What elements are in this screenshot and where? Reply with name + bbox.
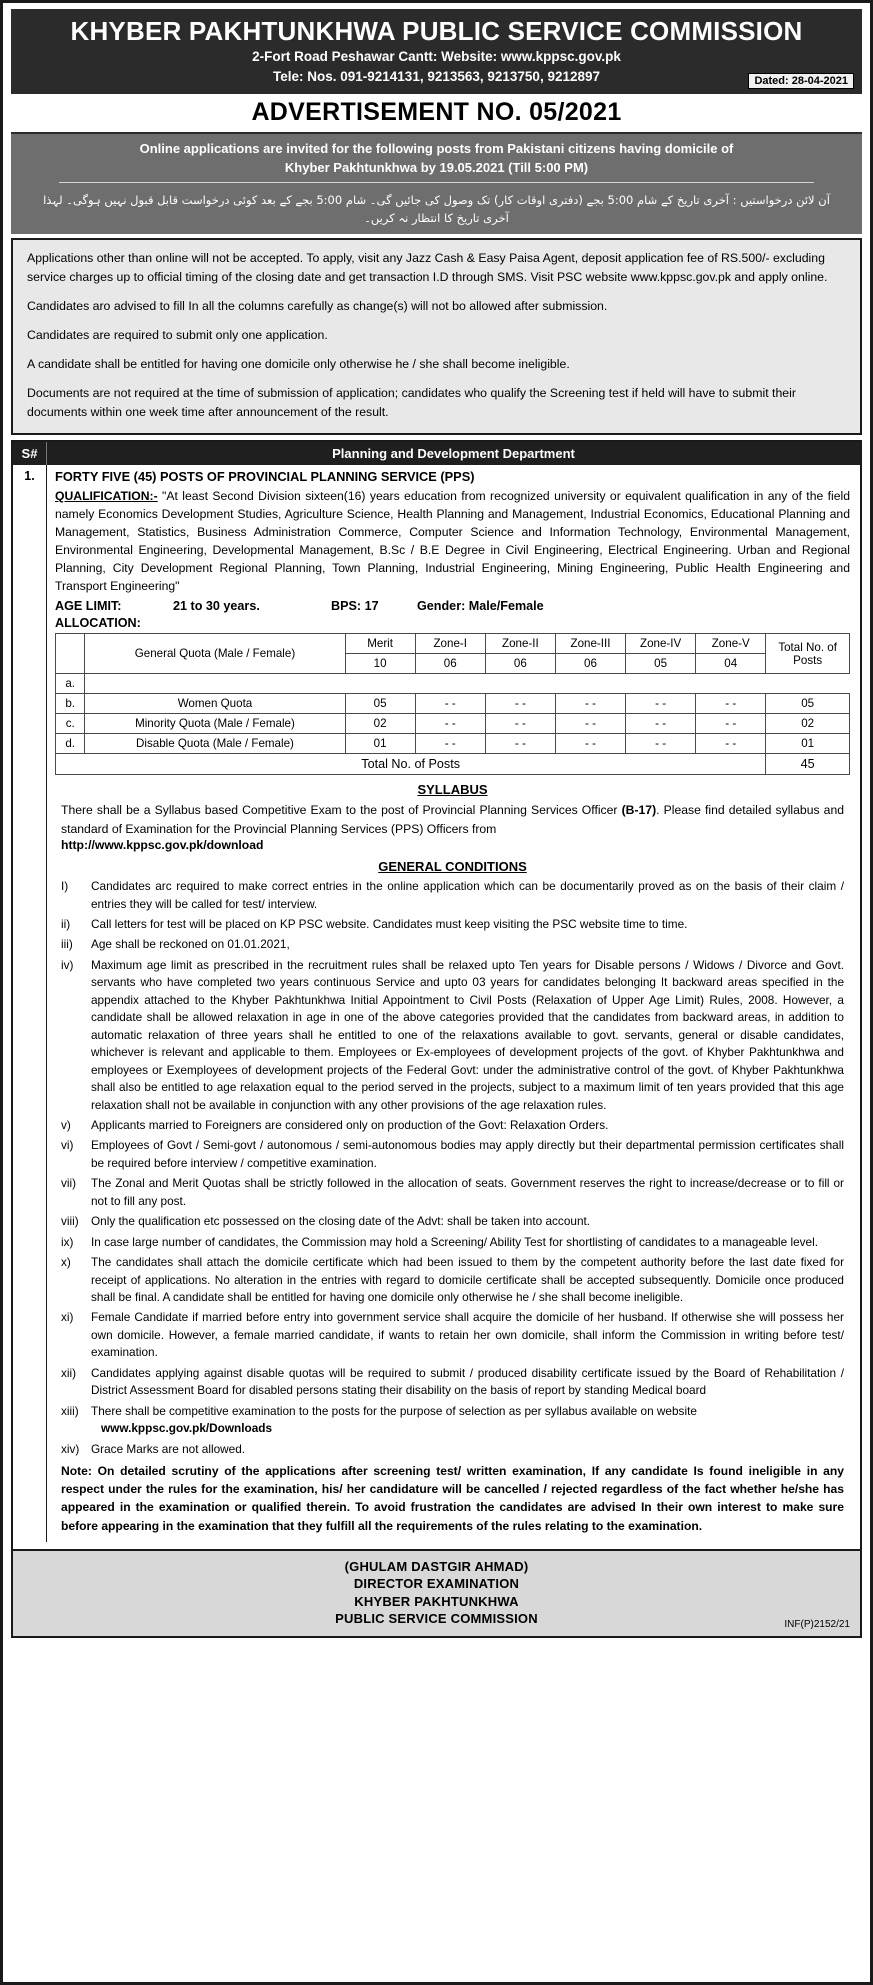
quota-name-cell: Disable Quota (Male / Female) [85,734,345,754]
instruction-text: A candidate shall be entitled for having one domicile only otherwise he / she shall become ineligible. [27,357,570,372]
instruction-item [27,297,846,316]
condition-number: xi) [61,1310,74,1325]
condition-item [61,957,844,1114]
qualification [55,487,850,595]
condition-item [61,1441,844,1458]
organization-phone: Tele: Nos. 091-9214131, 9213563, 9213750, 9212897 [272,69,600,85]
qualification-text: "At least Second Division sixteen(16) years education from recognized university or equivalent qualification in any of the field namely Economics Development Studies, Agriculture Science, Health Planning and Management, Industrial Economics, Educational Planning and Management, Statistics, Business Administration Commerce, Computer Science and Information Technology, Environmental Management, Environmental Engineering, Developmental Management, B.Sc / B.E Degree in Civil Engineering, Electrical Engineering. Urban and Regional Planning, City Development Regional Planning, Town Planning, Industrial Engineering, Mining Engineering, Public Health Engineering and Transport Engineering" [55,489,850,594]
condition-text [91,1403,844,1438]
row-index: d. [56,734,85,754]
condition-number: xiii) [61,1403,79,1418]
post-block [11,440,862,1638]
column-header-zone-1: Zone-I [415,634,485,654]
syllabus-grade: (B-17) [621,803,657,818]
cell-zone-2: - - [485,694,555,714]
table-total-row [56,754,850,775]
age-limit-row [55,599,850,613]
condition-text: Only the qualification etc possessed on the closing date of the Advt: shall be taken into account. [91,1214,591,1229]
instruction-text: Documents are not required at the time of submission of application; candidates who qualify the Screening test if held will have to submit their documents within one week time after announcement of the result. [27,386,796,420]
cell-zone-4: - - [626,714,696,734]
cell-merit: 01 [345,734,415,754]
downloads-link[interactable]: www.kppsc.gov.pk/Downloads [101,1421,273,1436]
instruction-item [27,355,846,374]
sno-column-header: S# [13,442,47,465]
cell-zone-1: - - [415,734,485,754]
condition-number: xii) [61,1365,77,1380]
condition-item [61,1254,844,1306]
instructions-box [11,238,862,435]
age-limit-label: AGE LIMIT: [55,599,122,614]
table-row [56,674,850,694]
instruction-item [27,384,846,422]
note-text: Note: On detailed scrutiny of the applications after screening test/ written examination, If any candidate Is found ineligible in any respect under the rules for the examination, his/ her candidature will be cancelled / rejected regardless of the fact whether he/she has appeared in the examination or qualified therein. To avoid frustration the candidates are advised In their own interest to make sure before appearing in the examination that they fulfill all the requirements of the rules relating to the examination. [61,1464,844,1533]
instruction-text: Candidates aro advised to fill In all the columns carefully as change(s) will not bo allowed after submission. [27,298,608,313]
cell-zone-5: - - [696,734,766,754]
condition-number: iii) [61,937,73,952]
province-name: KHYBER PAKHTUNKHWA [354,1593,519,1609]
cell-total: 05 [766,694,850,714]
director-designation: DIRECTOR EXAMINATION [353,1576,520,1592]
condition-item [61,1365,844,1400]
cell-zone-2: - - [485,714,555,734]
commission-name: PUBLIC SERVICE COMMISSION [335,1611,538,1627]
cell-zone-3: - - [555,694,625,714]
divider [59,182,814,183]
syllabus-download-link[interactable]: http://www.kppsc.gov.pk/download [61,838,264,853]
condition-item [61,1403,844,1438]
cell-zone-5: 04 [696,654,766,674]
gender-value: Gender: Male/Female [417,599,544,614]
condition-number: ix) [61,1234,74,1249]
condition-text: Age shall be reckoned on 01.01.2021, [91,937,290,952]
cell-zone-2: 06 [485,654,555,674]
department-header [13,442,860,465]
condition-number: x) [61,1255,71,1270]
urdu-note: آن لائن درخواستیں : آخری تاریخ کے شام 5:00 بجے (دفتری اوقات کار) تک وصول کی جائیں گی۔ شام 5:00 بجے کے بعد کوئی درخواست قابل قبول نہیں ہوگی۔ لہذا آخری تاریخ کا انتظار نہ کریں۔ [11,191,862,234]
cell-merit: 10 [345,654,415,674]
quota-name-cell: Minority Quota (Male / Female) [85,714,345,734]
column-header-zone-3: Zone-III [555,634,625,654]
cell-zone-5: - - [696,714,766,734]
organization-address: 2-Fort Road Peshawar Cantt: Website: www.kppsc.gov.pk [252,49,621,65]
table-row-women [56,694,850,714]
row-index: a. [56,674,85,694]
cell-zone-3: 06 [555,654,625,674]
condition-text: Employees of Govt / Semi-govt / autonomous / semi-autonomous bodies may apply directly but their departmental permission certificates shall be required before interview / competitive examination. [91,1138,844,1170]
cell-total: 02 [766,714,850,734]
general-conditions-heading: GENERAL CONDITIONS [378,859,527,875]
condition-item [61,1309,844,1361]
syllabus-heading: SYLLABUS [417,782,488,798]
director-name: (GHULAM DASTGIR AHMAD) [344,1558,529,1574]
condition-text: In case large number of candidates, the Commission may hold a Screening/ Ability Test for shortlisting of candidates to a manageable level. [91,1234,818,1249]
cell-zone-5: - - [696,694,766,714]
condition-item [61,1175,844,1210]
advertisement-number: ADVERTISEMENT NO. 05/2021 [11,92,862,134]
column-header-zone-5: Zone-V [696,634,766,654]
column-header-zone-4: Zone-IV [626,634,696,654]
instruction-text: Candidates are required to submit only one application. [27,328,328,342]
condition-text: Candidates applying against disable quotas will be required to submit / produced disability certificate issued by the Board of Rehabilitation / District Assessment Board for disabled persons stating their disability on the basis of report by standing Medical board [91,1365,844,1398]
condition-text: The Zonal and Merit Quotas shall be strictly followed in the allocation of seats. Government reserves the right to increase/decrease or to fill or not to fill any post. [91,1176,844,1208]
condition-text: Female Candidate if married before entry into government service shall acquire the domicile of her husband. If otherwise she will possess her own domicile. However, a female married candidate, if wants to retain her own domicile, shall inform the Commission in writing before test/ examination. [91,1310,844,1360]
column-header-total: Total No. of Posts [766,634,850,674]
row-index: c. [56,714,85,734]
qualification-label: QUALIFICATION:- [55,489,158,504]
condition-number: xiv) [61,1441,80,1456]
invitation-line-2: Khyber Pakhtunkhwa by 19.05.2021 (Till 5:00 PM) [284,159,589,175]
masthead [11,9,862,92]
table-header-row [56,634,850,654]
condition-text: Maximum age limit as prescribed in the recruitment rules shall be relaxed upto Ten years for Disable persons / Widows / Divorce and Govt. servants who have completed two years continuous Service and upto 03 years for candidates belonging It backward areas specified in the appendix attached to the Khyber Pakhtunkhwa Initial Appointment to Civil Posts (Relaxation of Upper Age Limit) Rules, 2008. However, a candidate shall be allowed relaxation in age in one of the above categories provided that the candidates from backward areas, in addition to automatic relaxation of three years shall he entitled to one of the relaxations available to govt. servants, general or disable candidates, whichever is relevant and applicable to them. Employees or Ex-employees of development projects of the govt. of Khyber Pakhtunkhwa and employees or Exemployees of development projects of the Federal Govt: under the administrative control of the govt. of Khyber Pakhtunkhwa shall also be entitled to age relaxation equal to the period served in the projects, subject to a maximum limit of ten years provided that this age relaxation shall not be available in conjunction with any other provisions of the age relaxation rules. [91,957,844,1112]
bps-value: BPS: 17 [331,599,379,614]
column-header-merit: Merit [345,634,415,654]
organization-title: KHYBER PAKHTUNKHWA PUBLIC SERVICE COMMISSION [70,16,803,46]
general-conditions-list [61,878,844,1458]
condition-text-body: There shall be competitive examination to the posts for the purpose of selection as per syllabus available on website [91,1403,697,1418]
table-row-disable [56,734,850,754]
condition-number: ii) [61,916,71,931]
condition-item [61,916,844,933]
total-posts-value: 45 [766,754,850,775]
cell-zone-4: - - [626,694,696,714]
cell-zone-1: - - [415,714,485,734]
condition-number: vii) [61,1176,77,1191]
condition-item [61,1117,844,1134]
invitation-line-1: Online applications are invited for the following posts from Pakistani citizens having domicile of [139,140,734,156]
quota-name-cell: Women Quota [85,694,345,714]
condition-item [61,1234,844,1251]
cell-total: 01 [766,734,850,754]
syllabus-text-before: There shall be a Syllabus based Competitive Exam to the post of Provincial Planning Services Officer [61,803,622,818]
cell-zone-1: 06 [415,654,485,674]
post-row [13,465,860,1541]
condition-number: iv) [61,957,74,972]
dated-badge: Dated: 28-04-2021 [748,73,854,89]
total-posts-label: Total No. of Posts [56,754,766,775]
cell-zone-3: - - [555,734,625,754]
condition-item [61,936,844,953]
allocation-table [55,633,850,775]
condition-text: Grace Marks are not allowed. [91,1441,246,1456]
cell-zone-1: - - [415,694,485,714]
signature-footer [13,1549,860,1636]
condition-number: vi) [61,1138,74,1153]
cell-zone-3: - - [555,714,625,734]
condition-number: I) [61,879,69,894]
cell-zone-2: - - [485,734,555,754]
instruction-text: Applications other than online will not be accepted. To apply, visit any Jazz Cash & Easy Paisa Agent, deposit application fee of RS.500/- excluding service charges up to official timing of the closing date and get transaction I.D through SMS. Visit PSC website www.kppsc.gov.pk and apply online. [27,250,828,284]
post-serial-number: 1. [13,465,47,1541]
post-body [47,465,860,1541]
department-name: Planning and Development Department [332,446,575,462]
cell-zone-4: 05 [626,654,696,674]
post-title: FORTY FIVE (45) POSTS OF PROVINCIAL PLANNING SERVICE (PPS) [55,469,475,485]
row-index-header [56,634,85,674]
instruction-item [27,249,846,287]
column-header-zone-2: Zone-II [485,634,555,654]
row-index: b. [56,694,85,714]
condition-item [61,878,844,913]
table-row-minority [56,714,850,734]
inf-code: INF(P)2152/21 [784,1618,850,1630]
condition-text: Candidates arc required to make correct entries in the online application which can be documentarily proved as on the basis of their claim / entries they will be called for test/ interview. [91,879,844,911]
age-limit-value: 21 to 30 years. [173,599,260,614]
cell-zone-4: - - [626,734,696,754]
condition-number: v) [61,1117,71,1132]
condition-item [61,1137,844,1172]
cell-merit: 05 [345,694,415,714]
quota-name-cell: General Quota (Male / Female) [85,634,345,674]
condition-item [61,1213,844,1230]
condition-number: viii) [61,1214,79,1229]
syllabus-text [61,801,844,838]
condition-text: Applicants married to Foreigners are considered only on production of the Govt: Relaxation Orders. [91,1117,609,1132]
allocation-label: ALLOCATION: [55,616,141,631]
syllabus-text-after: . Please find detailed syllabus and standard of Examination for the Provincial Planning Services (PPS) Officers from [61,803,844,836]
condition-text: The candidates shall attach the domicile certificate which had been issued to them by the competent authority before the last date fixed for receipt of applications. No alteration in the entries with regard to domicile certificate shall be accepted subsequently. Domicile once produced shall be final. A candidate shall be entitled for having one domicile only otherwise he / she shall become ineligible. [91,1255,844,1305]
cell-merit: 02 [345,714,415,734]
instruction-item [27,326,846,345]
invitation-strip [11,134,862,192]
condition-text: Call letters for test will be placed on KP PSC website. Candidates must keep visiting the PSC website time to time. [91,916,688,931]
